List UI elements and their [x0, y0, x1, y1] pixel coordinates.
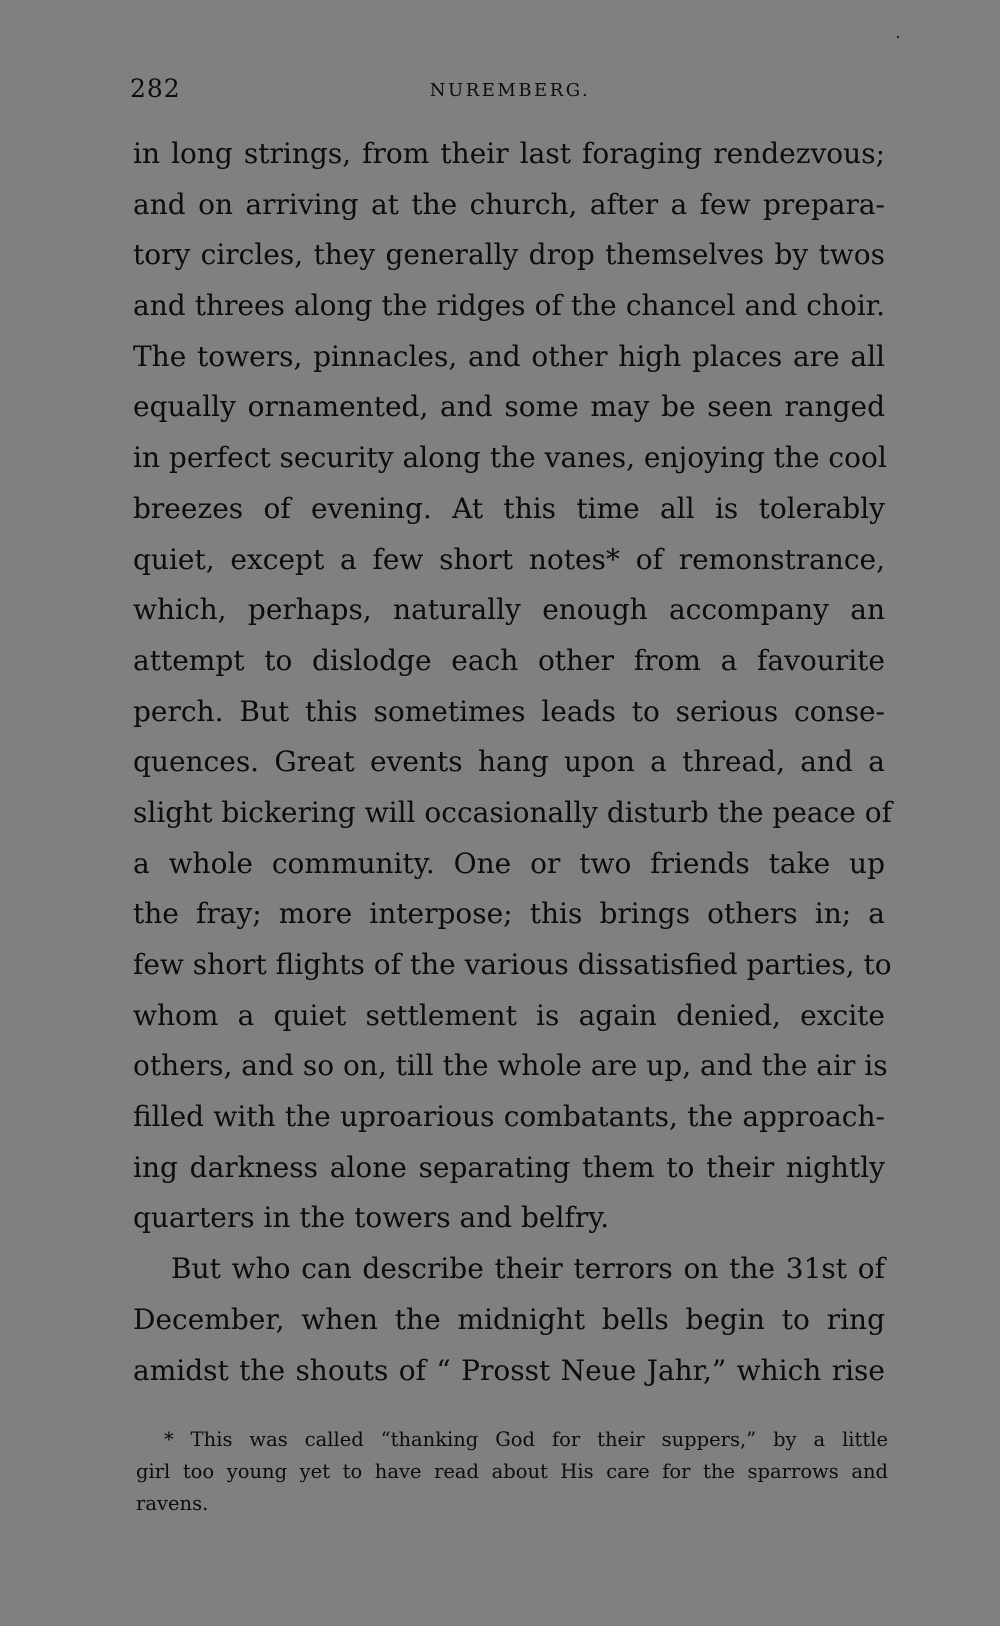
text-line: attempt to dislodge each other from a favourite — [133, 643, 885, 677]
text-line: quiet, except a few short notes* of remonstrance, — [133, 542, 885, 576]
footnote-line: * This was called “thanking God for their suppers,” by a little — [164, 1428, 888, 1451]
text-line: the fray; more interpose; this brings others in; a — [133, 897, 885, 931]
text-line: whom a quiet settlement is again denied, excite — [133, 998, 885, 1032]
text-line: ing darkness alone separating them to their nightly — [133, 1150, 885, 1184]
text-line: few short flights of the various dissatisfied parties, to — [133, 948, 892, 981]
text-line: slight bickering will occasionally disturb the peace of — [133, 795, 892, 829]
text-line: December, when the midnight bells begin to ring — [133, 1302, 885, 1336]
text-line: perch. But this sometimes leads to serious conse- — [133, 694, 885, 728]
footnote — [136, 1424, 888, 1520]
footnote-line: girl too young yet to have read about His care for the sparrows and — [136, 1460, 888, 1483]
running-title: NUREMBERG. — [429, 80, 591, 101]
text-line: The towers, pinnacles, and other high places are all — [133, 339, 885, 373]
text-line: quarters in the towers and belfry. — [133, 1201, 610, 1235]
text-line: quences. Great events hang upon a thread, and a — [133, 745, 885, 779]
body-text — [133, 129, 892, 1396]
text-line: breezes of evening. At this time all is tolerably — [133, 491, 885, 525]
text-line: and on arriving at the church, after a few prepara- — [133, 187, 885, 221]
text-line: others, and so on, till the whole are up, and the air is — [133, 1049, 888, 1083]
text-line: filled with the uproarious combatants, the approach- — [133, 1100, 885, 1134]
text-line: in long strings, from their last foraging rendezvous; — [133, 137, 885, 170]
text-line: in perfect security along the vanes, enjoying the cool — [133, 441, 887, 475]
text-line: a whole community. One or two friends take up — [133, 846, 885, 880]
scan-speck — [897, 36, 899, 38]
footnote-line: ravens. — [136, 1492, 209, 1515]
text-line: amidst the shouts of “ Prosst Neue Jahr,” which rise — [133, 1353, 885, 1387]
text-line: and threes along the ridges of the chancel and choir. — [133, 289, 885, 323]
page-number: 282 — [130, 74, 181, 103]
text-line: equally ornamented, and some may be seen ranged — [133, 390, 885, 424]
text-line: which, perhaps, naturally enough accompany an — [133, 593, 885, 627]
text-line: tory circles, they generally drop themselves by twos — [133, 238, 885, 272]
text-line: But who can describe their terrors on the 31st of — [171, 1252, 885, 1286]
